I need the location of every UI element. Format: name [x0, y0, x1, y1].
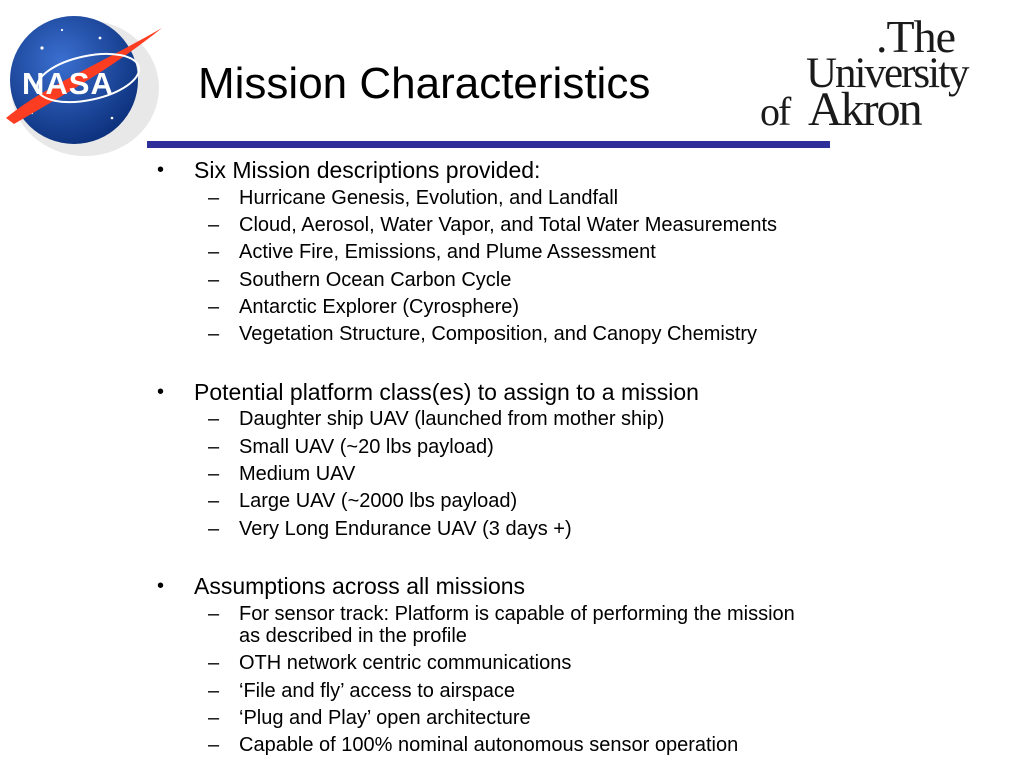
sub-bullet-text: ‘Plug and Play’ open architecture: [239, 707, 531, 729]
bullet-heading-text: Assumptions across all missions: [194, 573, 526, 599]
nasa-wordmark: NASA: [22, 66, 114, 101]
sub-bullet: – Antarctic Explorer (Cyrosphere): [208, 296, 520, 318]
sub-bullet-text: ‘File and fly’ access to airspace: [239, 680, 516, 702]
sub-bullet-text: Antarctic Explorer (Cyrosphere): [239, 296, 520, 318]
sub-bullet-text: Large UAV (~2000 lbs payload): [239, 490, 518, 512]
sub-bullet-text: Very Long Endurance UAV (3 days +): [239, 518, 572, 540]
sub-bullet: – Hurricane Genesis, Evolution, and Landfall: [208, 187, 619, 209]
university-of-akron-logo: [758, 11, 1022, 136]
sub-bullet-text: Medium UAV: [239, 463, 356, 485]
sub-bullet-text: Cloud, Aerosol, Water Vapor, and Total Water Measurements: [239, 214, 778, 236]
bullet-dot: •: [157, 159, 165, 181]
sub-bullet: – Medium UAV: [208, 463, 356, 485]
title-rule: [147, 141, 830, 148]
sub-bullet: – For sensor track: Platform is capable of performing the mission: [208, 603, 795, 625]
sub-bullet: – Capable of 100% nominal autonomous sensor operation: [208, 734, 739, 756]
sub-bullet-text: Active Fire, Emissions, and Plume Assessment: [239, 241, 656, 263]
sub-bullet: – Cloud, Aerosol, Water Vapor, and Total Water Measurements: [208, 214, 778, 236]
sub-bullet: – OTH network centric communications: [208, 652, 572, 674]
akron-logo-the: .The: [876, 11, 956, 62]
sub-bullet-text: as described in the profile: [239, 625, 467, 647]
sub-bullet: – Active Fire, Emissions, and Plume Assessment: [208, 241, 656, 263]
sub-bullet-text: Small UAV (~20 lbs payload): [239, 436, 494, 458]
bullet-heading-text: Six Mission descriptions provided:: [194, 157, 541, 183]
bullet-heading: [157, 573, 526, 599]
sub-bullet: – ‘Plug and Play’ open architecture: [208, 707, 531, 729]
sub-bullet: – Daughter ship UAV (launched from mother ship): [208, 408, 665, 430]
sub-bullet-text: For sensor track: Platform is capable of performing the mission: [239, 603, 795, 625]
akron-logo-university: University: [806, 50, 968, 97]
sub-bullet: – Vegetation Structure, Composition, and Canopy Chemistry: [208, 323, 758, 345]
sub-bullet-text: Capable of 100% nominal autonomous sensor operation: [239, 734, 739, 756]
sub-bullet: – Southern Ocean Carbon Cycle: [208, 269, 512, 291]
bullet-heading: [157, 379, 699, 405]
sub-bullet-text: Vegetation Structure, Composition, and Canopy Chemistry: [239, 323, 758, 345]
bullet-dot: •: [157, 381, 165, 403]
sub-bullet-text: Southern Ocean Carbon Cycle: [239, 269, 512, 291]
sub-bullet-continuation: [239, 626, 467, 647]
sub-bullet: – Large UAV (~2000 lbs payload): [208, 490, 518, 512]
title-rule-bar: [147, 141, 830, 148]
bullet-heading-text: Potential platform class(es) to assign to a mission: [194, 379, 699, 405]
sub-bullet: – ‘File and fly’ access to airspace: [208, 680, 516, 702]
bullet-dot: •: [157, 575, 165, 597]
sub-bullet: – Small UAV (~20 lbs payload): [208, 436, 494, 458]
bullet-heading: [157, 157, 541, 183]
akron-logo-akron: Akron: [808, 83, 921, 136]
sub-bullet: – Very Long Endurance UAV (3 days +): [208, 518, 572, 540]
akron-logo-of: of: [760, 89, 790, 134]
sub-bullet-text: OTH network centric communications: [239, 652, 572, 674]
nasa-logo: [2, 8, 164, 158]
sub-bullet-text: Hurricane Genesis, Evolution, and Landfall: [239, 187, 619, 209]
sub-bullet-text: Daughter ship UAV (launched from mother ship): [239, 408, 665, 430]
page-title: Mission Characteristics: [198, 59, 651, 108]
